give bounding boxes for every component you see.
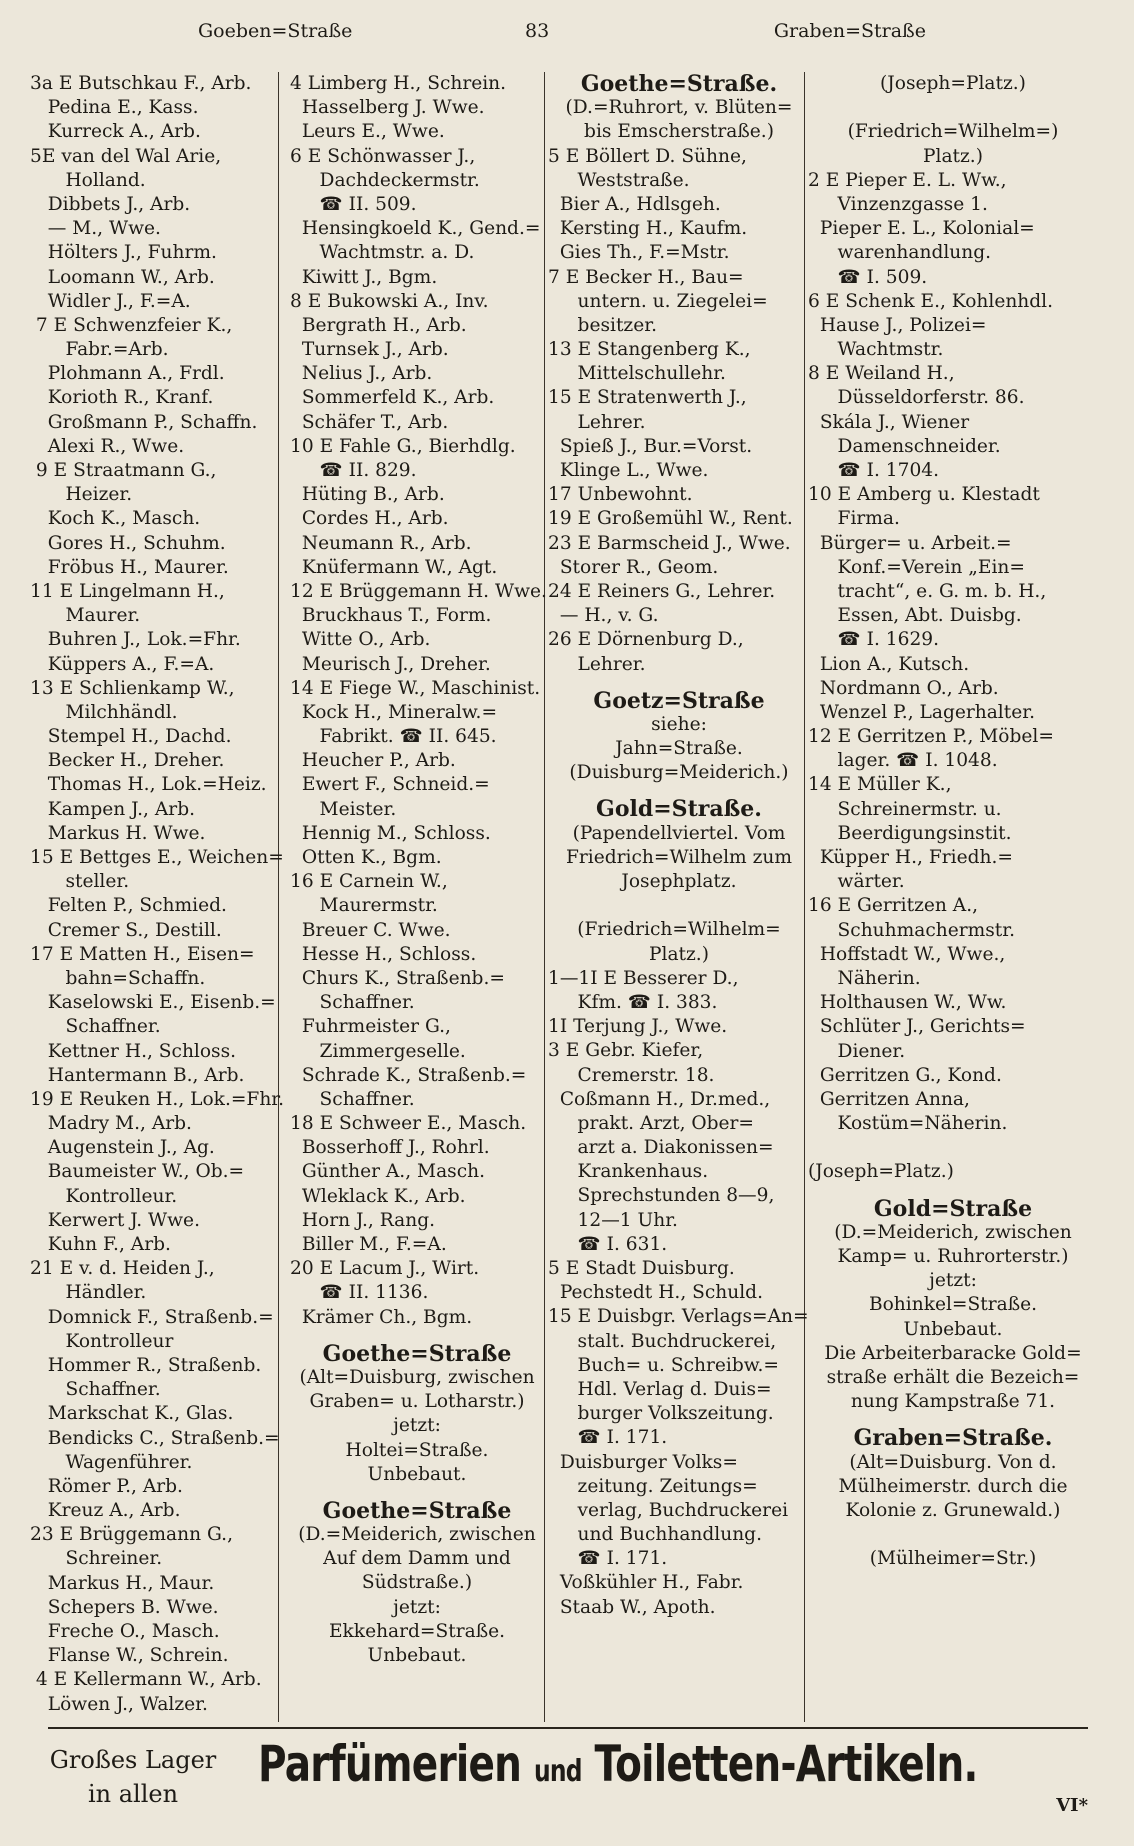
advertisement [48, 1727, 1088, 1819]
entry-line: Kock H., Mineralw.= [290, 701, 498, 723]
entry-line: Küpper H., Friedh.= [808, 847, 1013, 868]
entry-line: burger Volkszeitung. [548, 1403, 774, 1425]
entry-line: Bruckhaus T., Form. [290, 605, 492, 627]
entry-line: Holthausen W., Ww. [808, 992, 1007, 1014]
entry-line: Düsseldorferstr. 86. [808, 387, 1025, 409]
entry-line: Pieper E. L., Kolonial= [808, 218, 1035, 240]
street-note: Die Arbeiterbaracke Gold= [824, 1342, 1082, 1364]
entry-line: Beerdigungsinstit. [808, 822, 1012, 844]
entry-line: Thomas H., Lok.=Heiz. [30, 774, 267, 796]
entry-line: Schlüter J., Gerichts= [808, 1016, 1026, 1038]
entry-line: 5 E Böllert D. Sühne, [548, 145, 747, 167]
entry-line: Nelius J., Arb. [290, 363, 433, 385]
street-note: siehe: [651, 713, 707, 735]
entry-line: Markus H., Maur. [30, 1572, 215, 1594]
entry-line: Kontrolleur [30, 1330, 174, 1352]
street-note: straße erhält die Bezeich= [826, 1366, 1080, 1388]
entry-line: 12—1 Uhr. [548, 1209, 678, 1231]
entry-line: ☎ I. 631. [548, 1233, 668, 1255]
entry-line: Knüfermann W., Agt. [290, 556, 498, 578]
entry-line: 5E van del Wal Arie, [30, 145, 222, 167]
entry-line: Fröbus H., Maurer. [30, 556, 229, 578]
header-right: Graben=Straße [773, 20, 926, 42]
entry-line: Mittelschullehr. [548, 363, 726, 385]
spacer [290, 1330, 544, 1342]
entry-line: Bosserhoff J., Rohrl. [290, 1137, 490, 1159]
entry-line: zeitung. Zeitungs= [548, 1475, 758, 1497]
street-note: Platz.) [649, 943, 709, 965]
entry-line: 7 E Becker H., Bau= [548, 266, 744, 288]
entry-line: Churs K., Straßenb.= [290, 967, 505, 989]
entry-line: Spieß J., Bur.=Vorst. [548, 435, 753, 457]
entry-line: Holland. [30, 169, 146, 191]
street-heading: Goethe=Straße. [580, 71, 778, 97]
entry-line: Schuhmachermstr. [808, 919, 1016, 941]
entry-line: Krämer Ch., Bgm. [290, 1306, 473, 1328]
entry-line: Hennig M., Schloss. [290, 822, 491, 844]
entry-line: Hasselberg J. Wwe. [290, 97, 485, 119]
entry-line: Hölters J., Fuhrm. [30, 242, 217, 264]
entry-line: 18 E Schweer E., Masch. [290, 1113, 527, 1135]
street-note: (Mülheimer=Str.) [869, 1548, 1037, 1570]
entry-line: warenhandlung. [808, 242, 992, 264]
street-note: Platz.) [923, 145, 983, 167]
entry-line: Schepers B. Wwe. [30, 1596, 219, 1618]
entry-line: ☎ II. 509. [290, 193, 417, 215]
street-note: Auf dem Damm und [323, 1548, 511, 1570]
entry-line: Kuhn F., Arb. [30, 1234, 171, 1255]
street-heading: Gold=Straße [873, 1195, 1033, 1222]
entry-line: steller. [30, 871, 130, 893]
entry-line: ☎ II. 829. [290, 460, 417, 481]
column-1 [30, 72, 285, 1717]
entry-line: 11 E Lingelmann H., [30, 580, 225, 602]
column-divider [278, 72, 279, 1722]
entry-line: Hommer R., Straßenb. [30, 1354, 262, 1376]
entry-line: Hdl. Verlag d. Duis= [548, 1378, 772, 1400]
entry-line: Hüting B., Arb. [290, 484, 445, 506]
street-heading: Graben=Straße. [853, 1425, 1053, 1452]
entry-line: Kiwitt J., Bgm. [290, 266, 438, 288]
entry-line: 7 E Schwenzfeier K., [30, 314, 233, 336]
entry-line: Heucher P., Arb. [290, 750, 456, 772]
entry-line: Becker H., Dreher. [30, 750, 225, 772]
entry-line: 16 E Carnein W., [290, 871, 448, 893]
entry-line: Stempel H., Dachd. [30, 726, 232, 748]
entry-line: 3a E Butschkau F., Arb. [30, 73, 252, 94]
entry-line: ☎ II. 1136. [290, 1282, 429, 1304]
entry-line: 12 E Gerritzen P., Möbel= [808, 726, 1054, 748]
entry-line: bahn=Schaffn. [30, 967, 206, 989]
entry-line: Koch K., Masch. [30, 508, 201, 530]
street-note: Unbebaut. [903, 1318, 1003, 1340]
entry-line: 2 E Pieper E. L. Ww., [808, 169, 1007, 191]
entry-line: Näherin. [808, 967, 921, 989]
street-note: Kamp= u. Ruhrorterstr.) [837, 1246, 1069, 1267]
entry-line: Klinge L., Wwe. [548, 460, 709, 481]
spacer [548, 677, 810, 689]
entry-line: 19 E Reuken H., Lok.=Fhr. [30, 1088, 285, 1110]
entry-line: Cremer S., Destill. [30, 919, 222, 941]
entry-line: Horn J., Rang. [290, 1209, 436, 1231]
street-note: Kolonie z. Grunewald.) [845, 1499, 1061, 1521]
entry-line: 15 E Bettges E., Weichen= [30, 847, 284, 868]
street-note: Südstraße.) [361, 1572, 473, 1594]
entry-line: Duisburger Volks= [548, 1451, 738, 1473]
entry-line: 26 E Dörnenburg D., [548, 629, 744, 651]
street-note: (D.=Meiderich, zwischen [298, 1524, 536, 1546]
entry-line: arzt a. Diakonissen= [548, 1137, 774, 1159]
entry-line: Meurisch J., Dreher. [290, 653, 491, 675]
street-note: Mülheimerstr. durch die [838, 1475, 1068, 1497]
entry-line: Schaffner. [290, 992, 415, 1014]
entry-line: Staab W., Apoth. [548, 1596, 716, 1618]
street-note: Holtei=Straße. [345, 1439, 489, 1461]
street-note: (Duisburg=Meiderich.) [569, 762, 789, 784]
street-note: (D.=Meiderich, zwischen [834, 1221, 1072, 1243]
street-note: jetzt: [929, 1270, 977, 1292]
entry-line: Hantermann B., Arb. [30, 1064, 245, 1086]
entry-line: wärter. [808, 871, 905, 893]
signature-mark: VI* [1056, 1795, 1088, 1816]
entry-line: Kostüm=Näherin. [808, 1113, 1008, 1135]
entry-line: Kerwert J. Wwe. [30, 1209, 200, 1231]
entry-line: Meister. [290, 798, 397, 820]
entry-line: 6 E Schenk E., Kohlenhdl. [808, 290, 1054, 312]
entry-line: 17 Unbewohnt. [548, 484, 693, 506]
street-note: bis Emscherstraße.) [584, 121, 774, 143]
entry-line: Felten P., Schmied. [30, 895, 227, 917]
street-note [548, 894, 810, 918]
entry-line: Kontrolleur. [30, 1185, 178, 1207]
entry-line: Leurs E., Wwe. [290, 121, 445, 143]
entry-line: Madry M., Arb. [30, 1113, 192, 1135]
entry-line: stalt. Buchdruckerei, [548, 1330, 777, 1352]
ad-headline-part: Toiletten-Artikeln. [594, 1735, 978, 1793]
entry-line: 4 Limberg H., Schrein. [290, 73, 507, 94]
entry-line: Essen, Abt. Duisbg. [808, 605, 1022, 627]
entry-line: Pedina E., Kass. [30, 97, 199, 119]
street-note: Friedrich=Wilhelm zum [566, 846, 792, 868]
entry-line: Otten K., Bgm. [290, 847, 442, 868]
entry-line: Schaffner. [290, 1088, 415, 1110]
entry-line: Kampen J., Arb. [30, 798, 196, 820]
street-note: (D.=Ruhrort, v. Blüten= [565, 97, 793, 119]
entry-line: Dibbets J., Arb. [30, 193, 191, 215]
street-note: (Friedrich=Wilhelm= [577, 919, 781, 941]
entry-line: Fuhrmeister G., [290, 1016, 451, 1038]
entry-line: Hause J., Polizei= [808, 314, 987, 336]
entry-line: Römer P., Arb. [30, 1475, 183, 1497]
entry-line: Gies Th., F.=Mstr. [548, 242, 730, 264]
entry-line: Pechstedt H., Schuld. [548, 1282, 763, 1304]
entry-line: 1I Terjung J., Wwe. [548, 1016, 728, 1038]
entry-line: Turnsek J., Arb. [290, 339, 449, 361]
entry-line: Domnick F., Straßenb.= [30, 1306, 274, 1328]
entry-line: Dachdeckermstr. [290, 169, 480, 191]
entry-line: 13 E Stangenberg K., [548, 339, 751, 361]
ad-small-line: in allen [87, 1780, 179, 1808]
column-3 [548, 72, 810, 1620]
entry-line: Flanse W., Schrein. [30, 1645, 229, 1667]
entry-line: tracht“, e. G. m. b. H., [808, 580, 1047, 602]
entry-line: Sprechstunden 8—9, [548, 1185, 775, 1207]
street-note: (Friedrich=Wilhelm=) [847, 121, 1059, 143]
entry-line: Fabr.=Arb. [30, 339, 169, 361]
page-number: 83 [525, 20, 550, 42]
entry-line: Vinzenzgasse 1. [808, 193, 988, 215]
entry-line: Widler J., F.=A. [30, 290, 191, 312]
entry-line: Fabrikt. ☎ II. 645. [290, 726, 497, 748]
street-heading: Goethe=Straße [322, 1497, 512, 1524]
entry-line: 4 E Kellermann W., Arb. [30, 1669, 262, 1691]
entry-line: Bürger= u. Arbeit.= [808, 532, 1012, 554]
entry-line: Bergrath H., Arb. [290, 314, 467, 336]
street-note: (Papendellviertel. Vom [572, 822, 786, 844]
column-divider [544, 72, 545, 1722]
entry-line: 15 E Stratenwerth J., [548, 387, 747, 409]
page-header [60, 20, 1086, 50]
street-heading: Gold=Straße. [596, 796, 762, 823]
entry-line: verlag, Buchdruckerei [548, 1499, 789, 1521]
entry-line: Kersting H., Kaufm. [548, 218, 748, 240]
entry-line: Korioth R., Kranf. [30, 387, 214, 409]
entry-line: Markus H. Wwe. [30, 822, 206, 844]
entry-line: 17 E Matten H., Eisen= [30, 943, 255, 965]
entry-line: 9 E Straatmann G., [30, 460, 217, 481]
entry-line: Loomann W., Arb. [30, 266, 215, 288]
entry-line: Schreinermstr. u. [808, 798, 1002, 820]
entry-line: ☎ I. 171. [548, 1548, 668, 1570]
entry-line [808, 1136, 1098, 1160]
entry-line: 14 E Müller K., [808, 774, 952, 796]
spacer [808, 1185, 1098, 1197]
entry-line: Wagenführer. [30, 1451, 193, 1473]
entry-line: Lehrer. [548, 653, 646, 675]
street-note: Josephplatz. [621, 871, 737, 892]
street-note: (Joseph=Platz.) [880, 73, 1026, 94]
entry-line: Neumann R., Arb. [290, 532, 472, 554]
entry-line: Günther A., Masch. [290, 1161, 485, 1183]
entry-line: Baumeister W., Ob.= [30, 1161, 245, 1183]
entry-line: Ewert F., Schneid.= [290, 774, 490, 796]
entry-line: Schreiner. [30, 1548, 163, 1570]
entry-line: 23 E Brüggemann G., [30, 1524, 233, 1546]
street-note: Graben= u. Lotharstr.) [309, 1391, 525, 1413]
entry-line: Zimmergeselle. [290, 1040, 466, 1062]
street-note: jetzt: [393, 1596, 441, 1618]
street-note: Unbebaut. [367, 1463, 467, 1485]
entry-line: 16 E Gerritzen A., [808, 895, 979, 917]
entry-line: 20 E Lacum J., Wirt. [290, 1258, 480, 1280]
column-4 [808, 72, 1098, 1571]
entry-line: Cremerstr. 18. [548, 1064, 715, 1086]
entry-line: Damenschneider. [808, 435, 1001, 457]
entry-line: Wenzel P., Lagerhalter. [808, 701, 1035, 723]
entry-line: (Joseph=Platz.) [808, 1161, 954, 1183]
entry-line: 24 E Reiners G., Lehrer. [548, 580, 776, 602]
entry-line: 6 E Schönwasser J., [290, 145, 476, 167]
entry-line: Augenstein J., Ag. [30, 1137, 215, 1159]
ad-headline [258, 1735, 978, 1793]
entry-line: Nordmann O., Arb. [808, 677, 999, 699]
entry-line: und Buchhandlung. [548, 1524, 762, 1546]
entry-line: Löwen J., Walzer. [30, 1693, 208, 1715]
entry-line: Maurermstr. [290, 895, 438, 917]
entry-line: Buhren J., Lok.=Fhr. [30, 629, 241, 651]
entry-line: Voßkühler H., Fabr. [548, 1572, 744, 1594]
street-note: Bohinkel=Straße. [868, 1294, 1038, 1316]
entry-line: Händler. [30, 1282, 147, 1304]
entry-line: prakt. Arzt, Ober= [548, 1112, 755, 1134]
entry-line: Skála J., Wiener [808, 411, 970, 433]
entry-line: Buch= u. Schreibw.= [548, 1354, 779, 1376]
entry-line: Lion A., Kutsch. [808, 653, 970, 675]
entry-line: Kettner H., Schloss. [30, 1040, 237, 1062]
entry-line: ☎ I. 1704. [808, 460, 940, 481]
entry-line: Kfm. ☎ I. 383. [548, 991, 718, 1013]
entry-line: Sommerfeld K., Arb. [290, 387, 495, 409]
ad-small-line: Großes Lager [49, 1746, 217, 1774]
street-note: Ekkehard=Straße. [328, 1620, 506, 1642]
entry-line: Freche O., Masch. [30, 1621, 220, 1642]
entry-line: Kurreck A., Arb. [30, 121, 201, 143]
entry-line: Witte O., Arb. [290, 629, 431, 651]
entry-line: Bendicks C., Straßenb.= [30, 1427, 280, 1449]
entry-line: Hesse H., Schloss. [290, 943, 477, 965]
entry-line: Cordes H., Arb. [290, 508, 449, 530]
street-note: Unbebaut. [367, 1645, 467, 1666]
entry-line: Bier A., Hdlsgeh. [548, 193, 721, 215]
ad-headline-part: Parfümerien [258, 1735, 522, 1793]
street-note [808, 1523, 1098, 1547]
entry-line: Küppers A., F.=A. [30, 653, 215, 675]
entry-line: Gores H., Schuhm. [30, 532, 226, 554]
entry-line: Schaffner. [30, 1016, 161, 1038]
entry-line: Markschat K., Glas. [30, 1403, 234, 1425]
entry-line: Großmann P., Schaffn. [30, 411, 258, 433]
entry-line: Milchhändl. [30, 701, 178, 723]
column-2 [290, 72, 547, 1668]
header-left: Goeben=Straße [198, 20, 353, 42]
entry-line: lager. ☎ I. 1048. [808, 750, 998, 772]
street-note: nung Kampstraße 71. [850, 1391, 1056, 1413]
entry-line: 10 E Amberg u. Klestadt [808, 484, 1040, 506]
entry-line: Kaselowski E., Eisenb.= [30, 992, 276, 1014]
entry-line: Krankenhaus. [548, 1161, 709, 1183]
entry-line: untern. u. Ziegelei= [548, 290, 768, 312]
entry-line: Schaffner. [30, 1379, 161, 1401]
entry-line: 8 E Bukowski A., Inv. [290, 290, 489, 312]
entry-line: 23 E Barmscheid J., Wwe. [548, 532, 791, 554]
entry-line: Schäfer T., Arb. [290, 411, 449, 433]
entry-line: Hensingkoeld K., Gend.= [290, 218, 541, 240]
entry-line: — H., v. G. [548, 605, 659, 627]
entry-line: 14 E Fiege W., Maschinist. [290, 677, 541, 699]
entry-line: Coßmann H., Dr.med., [548, 1088, 771, 1110]
entry-line: Breuer C. Wwe. [290, 919, 451, 941]
entry-line: 1—1I E Besserer D., [548, 967, 739, 989]
street-note: jetzt: [393, 1415, 441, 1437]
entry-line: ☎ I. 171. [548, 1427, 668, 1449]
street-heading: Goetz=Straße [593, 687, 765, 714]
entry-line: Gerritzen Anna, [808, 1088, 970, 1110]
entry-line: 8 E Weiland H., [808, 363, 955, 385]
entry-line: 3 E Gebr. Kiefer, [548, 1040, 704, 1062]
entry-line: Konf.=Verein „Ein= [808, 556, 1025, 578]
street-note: (Alt=Duisburg, zwischen [299, 1366, 535, 1388]
entry-line: Schrade K., Straßenb.= [290, 1064, 527, 1086]
entry-line: Gerritzen G., Kond. [808, 1064, 1002, 1086]
entry-line: 10 E Fahle G., Bierhdlg. [290, 435, 516, 457]
entry-line: Diener. [808, 1040, 906, 1062]
entry-line: 5 E Stadt Duisburg. [548, 1258, 735, 1279]
street-heading: Goethe=Straße [322, 1340, 512, 1367]
entry-line: Lehrer. [548, 411, 646, 433]
entry-line: Alexi R., Wwe. [30, 435, 185, 457]
street-note: Jahn=Straße. [615, 738, 743, 760]
entry-line: Maurer. [30, 605, 141, 627]
entry-line: Wachtmstr. [808, 339, 944, 361]
entry-line: besitzer. [548, 314, 657, 336]
ad-headline-und: und [533, 1754, 582, 1789]
ad-small-text [48, 1743, 218, 1811]
entry-line: Wachtmstr. a. D. [290, 242, 475, 264]
entry-line: Heizer. [30, 484, 133, 506]
entry-line: Wleklack K., Arb. [290, 1185, 466, 1207]
entry-line: Storer R., Geom. [548, 556, 719, 578]
entry-line: ☎ I. 1629. [808, 629, 940, 651]
entry-line: 19 E Großemühl W., Rent. [548, 508, 793, 530]
entry-line: Plohmann A., Frdl. [30, 363, 225, 385]
street-note: (Alt=Duisburg. Von d. [849, 1451, 1057, 1473]
street-note [808, 96, 1098, 120]
entry-line: Weststraße. [548, 169, 690, 191]
entry-line: 12 E Brüggemann H. Wwe. [290, 580, 547, 602]
entry-line: ☎ I. 509. [808, 266, 928, 288]
entry-line: Hoffstadt W., Wwe., [808, 943, 1006, 965]
entry-line: 15 E Duisbgr. Verlags=An= [548, 1306, 809, 1328]
entry-line: Firma. [808, 508, 900, 530]
entry-line: 13 E Schlienkamp W., [30, 677, 235, 699]
entry-line: 21 E v. d. Heiden J., [30, 1258, 215, 1280]
entry-line: Kreuz A., Arb. [30, 1500, 181, 1522]
entry-line: Biller M., F.=A. [290, 1234, 447, 1255]
entry-line: — M., Wwe. [30, 218, 161, 240]
